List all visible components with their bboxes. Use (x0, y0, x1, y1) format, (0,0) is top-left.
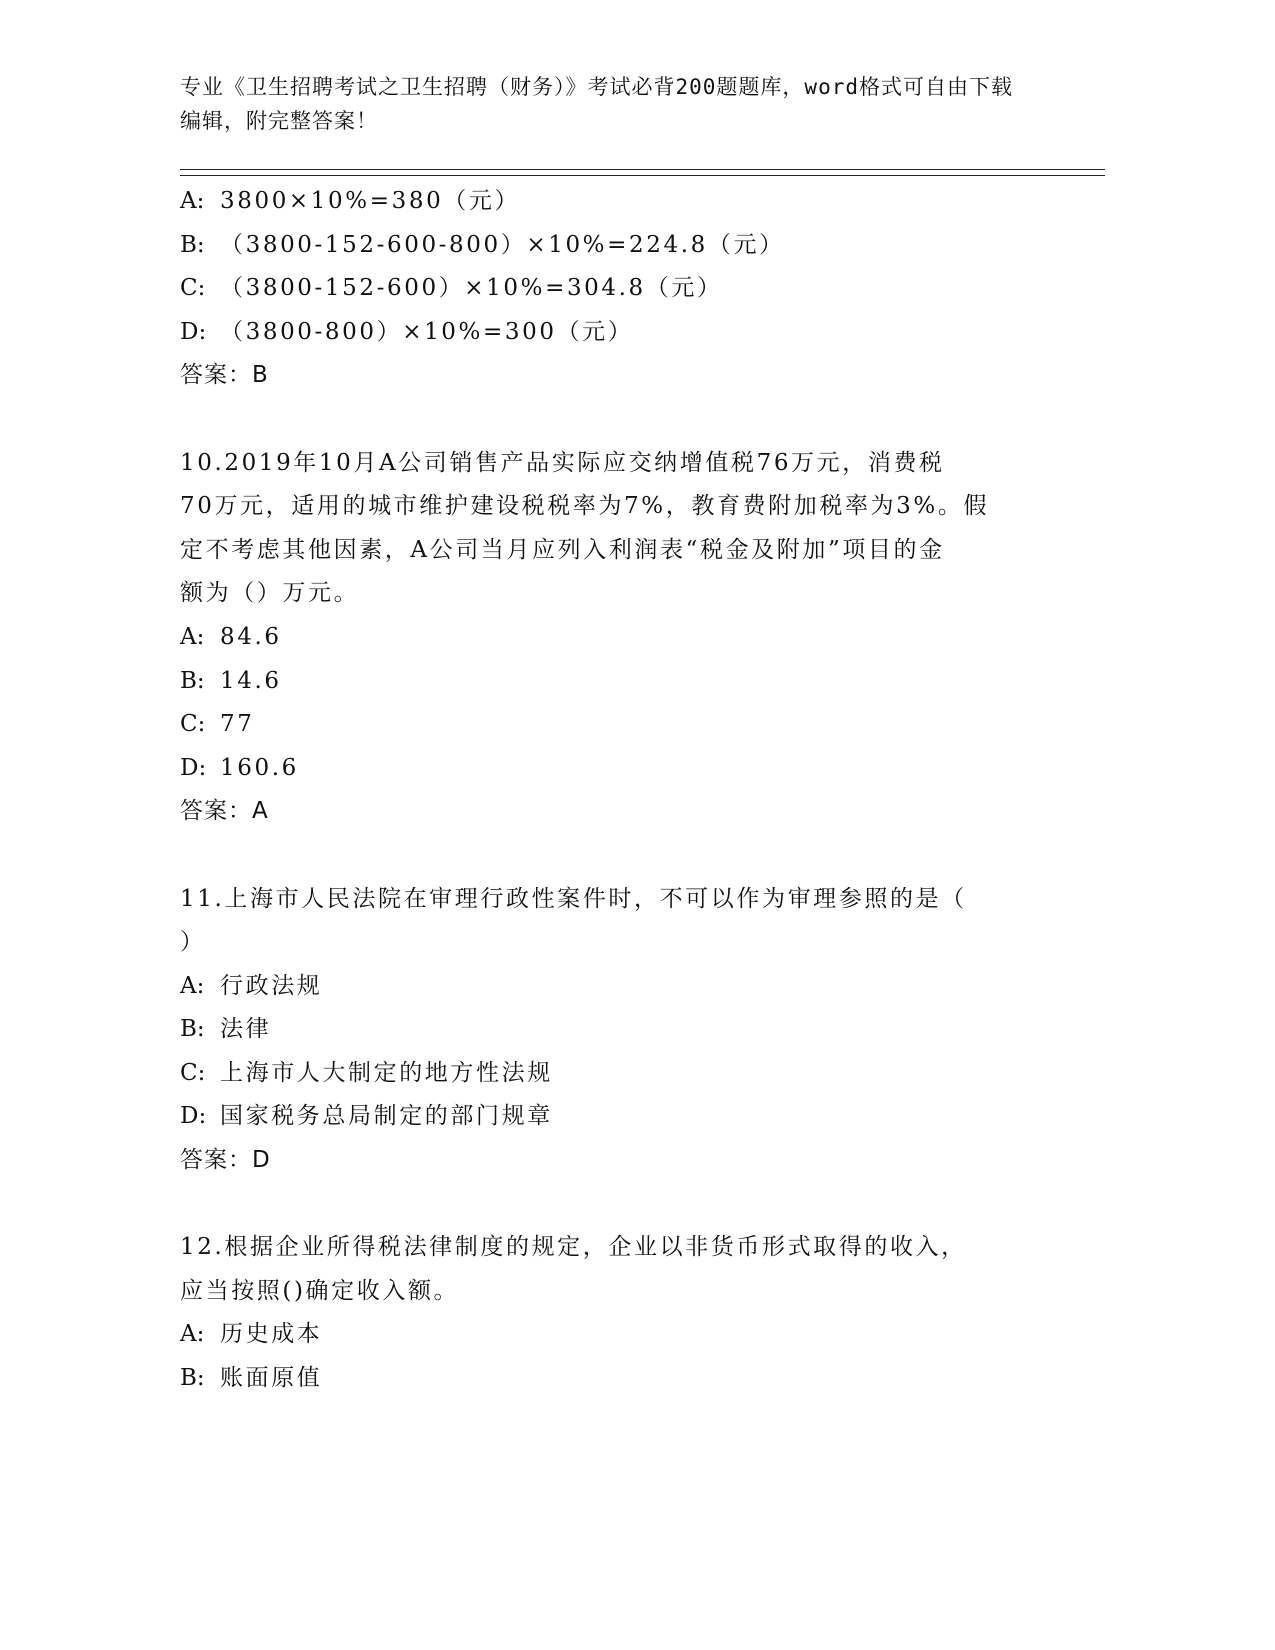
header-rule-top (180, 169, 1105, 170)
option-text: 84.6 (220, 623, 282, 650)
question-12-stem-line-1: 12.根据企业所得税法律制度的规定，企业以非货币形式取得的收入， (180, 1234, 967, 1261)
option-label: B: (180, 667, 205, 694)
option-label: D: (180, 1103, 207, 1130)
option-label: B: (180, 1365, 205, 1392)
question-11-answer: 答案：D (180, 1147, 271, 1174)
question-9-answer: 答案：B (180, 362, 269, 389)
option-text: 法律 (220, 1016, 272, 1043)
option-text: 国家税务总局制定的部门规章 (220, 1103, 553, 1130)
option-text: 160.6 (220, 754, 299, 781)
spacer (180, 834, 1040, 878)
option-label: B: (180, 1016, 205, 1043)
question-10-stem-line-2: 70万元，适用的城市维护建设税税率为7%，教育费附加税率为3%。假 (180, 493, 990, 520)
question-12-option-b (180, 1357, 1040, 1401)
option-text: （3800-152-600）×10%=304.8（元） (220, 275, 723, 302)
spacer (180, 398, 1040, 442)
option-label: A: (180, 188, 205, 214)
question-10-option-c (180, 703, 1040, 747)
question-12-option-a (180, 1313, 1040, 1357)
option-text: 3800×10%=380（元） (220, 188, 521, 214)
option-text: 历史成本 (220, 1321, 323, 1348)
option-label: A: (180, 623, 205, 650)
option-text: 账面原值 (220, 1365, 323, 1392)
option-text: 77 (220, 711, 255, 738)
question-11-option-b (180, 1008, 1040, 1052)
option-label: A: (180, 1321, 205, 1348)
question-11-options (180, 965, 1040, 1139)
option-label: A: (180, 972, 205, 999)
option-text: （3800-800）×10%=300（元） (220, 318, 634, 345)
question-10-stem-line-3: 定不考虑其他因素，A公司当月应列入利润表“税金及附加”项目的金 (180, 536, 945, 563)
option-label: C: (180, 1059, 206, 1086)
question-11-stem-line-1: 11.上海市人民法院在审理行政性案件时，不可以作为审理参照的是（ (180, 885, 967, 912)
option-label: B: (180, 231, 205, 258)
question-10-options (180, 616, 1040, 790)
question-10-stem (180, 442, 1040, 616)
question-10-stem-line-1: 10.2019年10月A公司销售产品实际应交纳增值税76万元，消费税 (180, 449, 945, 476)
question-10-option-b (180, 660, 1040, 704)
question-11-option-d (180, 1095, 1040, 1139)
question-9-option-d (180, 311, 1040, 355)
question-9-options (180, 180, 1040, 354)
question-10-option-a (180, 616, 1040, 660)
question-11-stem (180, 878, 1040, 965)
question-11-option-a (180, 965, 1040, 1009)
question-9-option-c (180, 267, 1040, 311)
question-10-option-d (180, 747, 1040, 791)
spacer (180, 1183, 1040, 1227)
question-9-option-a (180, 180, 1040, 224)
option-label: C: (180, 711, 206, 738)
question-12-stem (180, 1226, 1040, 1313)
option-label: D: (180, 754, 207, 781)
question-11-option-c (180, 1052, 1040, 1096)
question-12-options (180, 1313, 1040, 1400)
question-12-stem-line-2: 应当按照()确定收入额。 (180, 1277, 460, 1304)
document-header: 专业《卫生招聘考试之卫生招聘（财务）》考试必背200题题库，word格式可自由下载编辑，附完整答案！ (180, 75, 1013, 133)
option-text: （3800-152-600-800）×10%=224.8（元） (220, 231, 785, 258)
question-content (180, 180, 1040, 1401)
question-10-answer: 答案：A (180, 798, 269, 825)
question-9-option-b (180, 224, 1040, 268)
question-10-stem-line-4: 额为（）万元。 (180, 580, 360, 607)
option-text: 上海市人大制定的地方性法规 (220, 1059, 553, 1086)
option-text: 14.6 (220, 667, 282, 694)
option-label: D: (180, 318, 207, 345)
question-11-stem-line-2: ） (180, 929, 206, 956)
option-text: 行政法规 (220, 972, 323, 999)
option-label: C: (180, 275, 206, 302)
header-rule-bottom (180, 175, 1105, 176)
